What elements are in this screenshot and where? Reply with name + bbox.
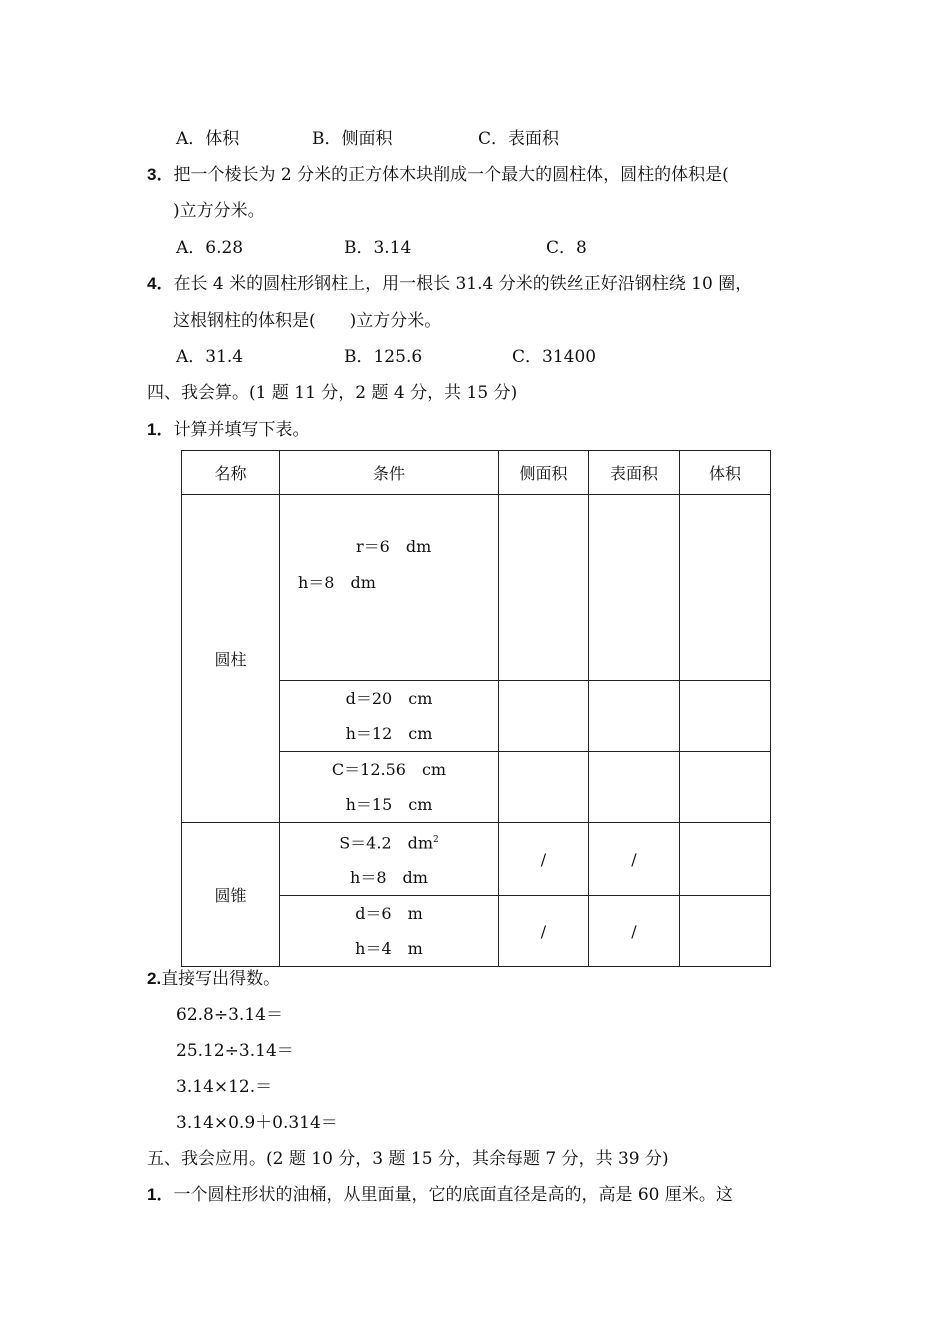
calc-table <box>181 450 771 967</box>
q3-number: 3． <box>147 165 174 184</box>
s5q1-line <box>147 1183 733 1207</box>
answer-cell[interactable] <box>589 495 680 681</box>
q4-text: 在长 4 米的圆柱形钢柱上，用一根长 31.4 分米的铁丝正好沿钢柱绕 10 圈， <box>173 274 753 294</box>
cond-h: h＝8 dm <box>298 572 376 592</box>
q4-option-c: C．31400 <box>512 347 597 367</box>
answer-cell[interactable] <box>499 495 589 681</box>
answer-cell[interactable] <box>499 752 589 823</box>
cond-r: r＝6 dm <box>356 536 432 556</box>
q3-line2: )立方分米。 <box>173 201 265 221</box>
header-name: 名称 <box>182 451 280 495</box>
section5-title: 五、我会应用。(2 题 10 分，3 题 15 分，其余每题 7 分，共 39 分) <box>147 1149 669 1169</box>
calc-item-1: 62.8÷3.14＝ <box>176 1005 283 1025</box>
s4q2-number: 2. <box>147 969 162 988</box>
header-volume: 体积 <box>680 451 771 495</box>
answer-cell[interactable] <box>499 681 589 752</box>
cond-d: d＝6 m <box>355 904 423 924</box>
q4-option-a: A．31.4 <box>176 347 244 367</box>
cond-h: h＝4 m <box>355 939 423 959</box>
q3-option-a: A．6.28 <box>176 238 244 258</box>
slash-cell: / <box>499 896 589 967</box>
header-surface-area: 表面积 <box>589 451 680 495</box>
answer-cell[interactable] <box>589 681 680 752</box>
q3-option-b: B．3.14 <box>344 238 412 258</box>
calc-item-4: 3.14×0.9＋0.314＝ <box>176 1113 338 1133</box>
cylinder-cond-1 <box>280 495 499 681</box>
cylinder-cond-2 <box>280 681 499 752</box>
cone-cond-1 <box>280 823 499 896</box>
q4-line2: 这根钢柱的体积是( )立方分米。 <box>173 311 442 331</box>
s5q1-text: 一个圆柱形状的油桶，从里面量，它的底面直径是高的，高是 60 厘米。这 <box>173 1185 733 1205</box>
header-condition: 条件 <box>280 451 499 495</box>
answer-cell[interactable] <box>680 823 771 896</box>
slash-cell: / <box>589 896 680 967</box>
calc-item-2: 25.12÷3.14＝ <box>176 1041 294 1061</box>
q3-text: 把一个棱长为 2 分米的正方体木块削成一个最大的圆柱体，圆柱的体积是( <box>173 165 729 185</box>
s4q1-text: 计算并填写下表。 <box>173 420 310 440</box>
answer-cell[interactable] <box>680 681 771 752</box>
cond-h: h＝8 dm <box>350 868 428 888</box>
answer-cell[interactable] <box>680 495 771 681</box>
cond-h: h＝12 cm <box>345 724 433 743</box>
header-lateral-area: 侧面积 <box>499 451 589 495</box>
q4-line1 <box>147 272 752 296</box>
q2-option-b: B．侧面积 <box>312 129 393 149</box>
slash-cell: / <box>499 823 589 896</box>
q2-option-a: A．体积 <box>176 129 240 149</box>
cond-c: C＝12.56 cm <box>331 760 447 779</box>
cond-s-exponent: 2 <box>433 835 439 845</box>
answer-cell[interactable] <box>680 896 771 967</box>
slash-cell: / <box>589 823 680 896</box>
section4-title: 四、我会算。(1 题 11 分，2 题 4 分，共 15 分) <box>147 383 518 403</box>
s5q1-number: 1． <box>147 1185 174 1204</box>
q4-number: 4． <box>147 274 174 293</box>
s4q2-line <box>147 967 280 991</box>
cylinder-cond-3 <box>280 752 499 823</box>
answer-cell[interactable] <box>680 752 771 823</box>
cylinder-label: 圆柱 <box>182 495 280 823</box>
cond-d: d＝20 cm <box>345 689 433 708</box>
cond-h: h＝15 cm <box>345 795 433 814</box>
s4q2-text: 直接写出得数。 <box>161 969 281 989</box>
q2-option-c: C．表面积 <box>478 129 560 149</box>
answer-cell[interactable] <box>589 752 680 823</box>
s4q1-line <box>147 418 309 442</box>
cond-s-value: S＝4.2 dm <box>339 833 434 853</box>
cond-s <box>280 823 498 860</box>
calc-item-3: 3.14×12.＝ <box>176 1077 273 1097</box>
s4q1-number: 1． <box>147 420 174 439</box>
q4-option-b: B．125.6 <box>344 347 423 367</box>
cone-cond-2 <box>280 896 499 967</box>
q3-option-c: C．8 <box>546 238 587 258</box>
cone-label: 圆锥 <box>182 823 280 967</box>
q3-line1 <box>147 163 729 187</box>
